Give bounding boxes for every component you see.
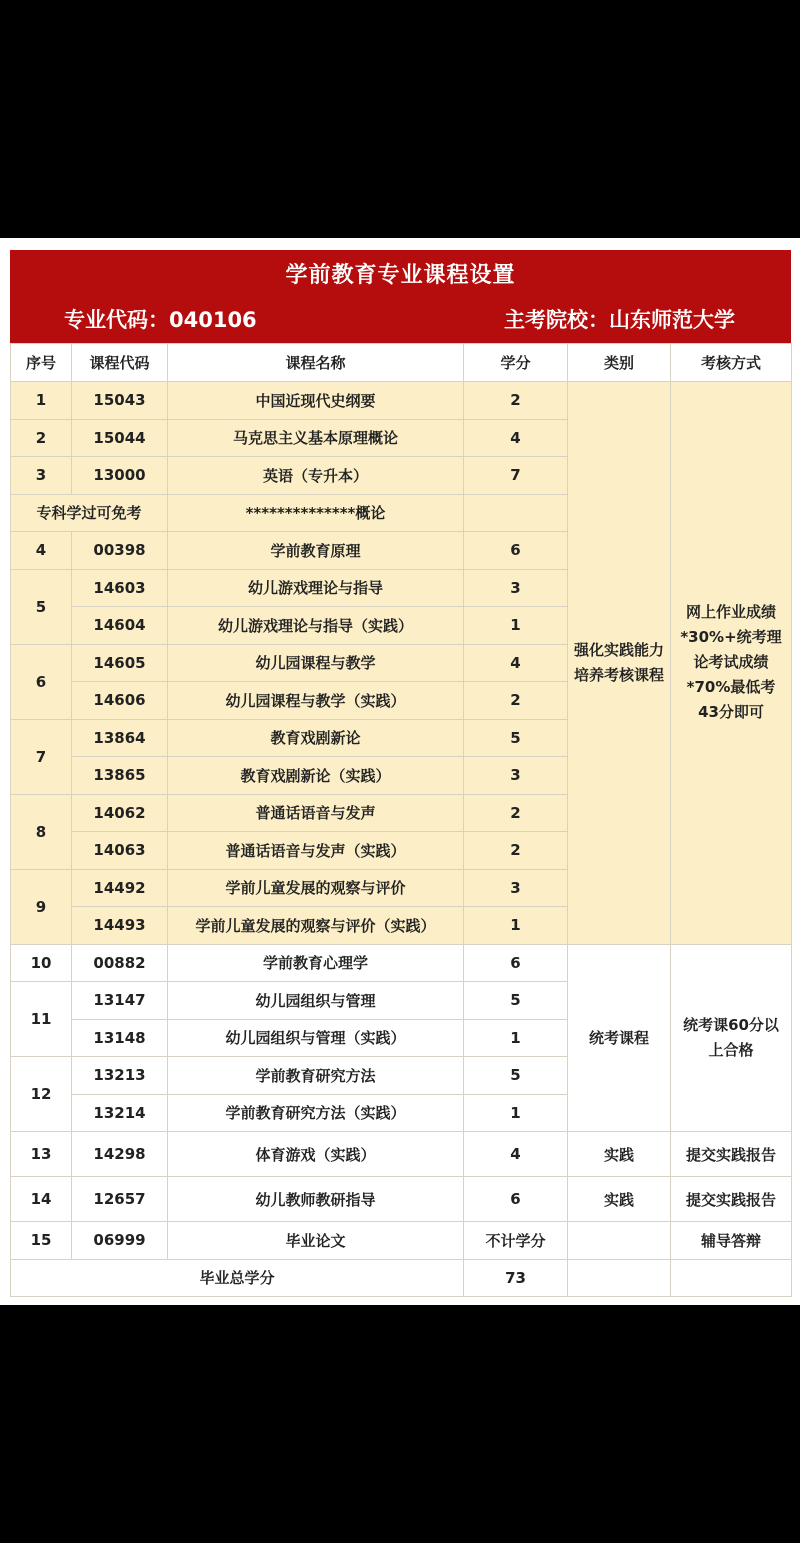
row-name: **************概论	[168, 494, 464, 532]
info-bar	[10, 297, 791, 343]
row-code: 14062	[72, 794, 168, 832]
row-category: 实践	[568, 1132, 671, 1177]
row-exam: 提交实践报告	[671, 1177, 792, 1222]
row-name: 英语（专升本）	[168, 457, 464, 495]
row-credit: 5	[464, 719, 568, 757]
row-name: 幼儿园组织与管理	[168, 982, 464, 1020]
exam-method-unified: 统考课60分以上合格	[671, 944, 792, 1132]
row-code: 13213	[72, 1057, 168, 1095]
row-category	[568, 1222, 671, 1260]
row-exam: 提交实践报告	[671, 1132, 792, 1177]
row-no: 7	[11, 719, 72, 794]
row-code: 15044	[72, 419, 168, 457]
row-no: 14	[11, 1177, 72, 1222]
total-empty-cell	[568, 1259, 671, 1297]
row-credit: 不计学分	[464, 1222, 568, 1260]
row-credit: 6	[464, 532, 568, 570]
row-code: 14605	[72, 644, 168, 682]
row-credit: 3	[464, 569, 568, 607]
row-credit: 7	[464, 457, 568, 495]
total-credit: 73	[464, 1259, 568, 1297]
row-code: 14493	[72, 907, 168, 945]
course-table	[10, 343, 792, 1297]
row-code: 13214	[72, 1094, 168, 1132]
row-credit: 5	[464, 982, 568, 1020]
row-code: 00398	[72, 532, 168, 570]
row-name: 学前儿童发展的观察与评价	[168, 869, 464, 907]
row-code: 13148	[72, 1019, 168, 1057]
row-name: 体育游戏（实践）	[168, 1132, 464, 1177]
row-code: 12657	[72, 1177, 168, 1222]
row-name: 幼儿教师教研指导	[168, 1177, 464, 1222]
row-name: 幼儿游戏理论与指导	[168, 569, 464, 607]
row-no: 13	[11, 1132, 72, 1177]
row-code: 13865	[72, 757, 168, 795]
table-row	[11, 1132, 792, 1177]
row-credit: 6	[464, 944, 568, 982]
row-no: 4	[11, 532, 72, 570]
row-credit: 2	[464, 794, 568, 832]
row-credit: 4	[464, 644, 568, 682]
row-name: 毕业论文	[168, 1222, 464, 1260]
row-no: 12	[11, 1057, 72, 1132]
row-name: 幼儿园课程与教学	[168, 644, 464, 682]
row-code: 14063	[72, 832, 168, 870]
header-name: 课程名称	[168, 344, 464, 382]
row-credit: 5	[464, 1057, 568, 1095]
row-code: 14492	[72, 869, 168, 907]
total-row	[11, 1259, 792, 1297]
row-credit: 2	[464, 382, 568, 420]
row-code: 00882	[72, 944, 168, 982]
row-code: 14606	[72, 682, 168, 720]
row-name: 学前教育原理	[168, 532, 464, 570]
table-header-row	[11, 344, 792, 382]
row-code: 06999	[72, 1222, 168, 1260]
header-category: 类别	[568, 344, 671, 382]
row-name: 幼儿园组织与管理（实践）	[168, 1019, 464, 1057]
header-no: 序号	[11, 344, 72, 382]
header-code: 课程代码	[72, 344, 168, 382]
table-row	[11, 944, 792, 982]
row-no: 8	[11, 794, 72, 869]
row-credit: 1	[464, 1019, 568, 1057]
row-name: 幼儿园课程与教学（实践）	[168, 682, 464, 720]
row-name: 普通话语音与发声（实践）	[168, 832, 464, 870]
row-name: 学前教育研究方法（实践）	[168, 1094, 464, 1132]
row-no: 15	[11, 1222, 72, 1260]
row-exam: 辅导答辩	[671, 1222, 792, 1260]
header-credit: 学分	[464, 344, 568, 382]
row-no: 2	[11, 419, 72, 457]
row-name: 教育戏剧新论	[168, 719, 464, 757]
row-no: 3	[11, 457, 72, 495]
page-title: 学前教育专业课程设置	[10, 250, 791, 297]
table-row	[11, 1222, 792, 1260]
row-credit: 2	[464, 682, 568, 720]
total-empty-cell	[671, 1259, 792, 1297]
exam-method-practice-group: 网上作业成绩*30%+统考理论考试成绩*70%最低考43分即可	[671, 382, 792, 945]
header-exam: 考核方式	[671, 344, 792, 382]
table-row	[11, 382, 792, 420]
row-credit: 1	[464, 607, 568, 645]
row-credit: 4	[464, 1132, 568, 1177]
row-code: 13864	[72, 719, 168, 757]
table-row	[11, 1177, 792, 1222]
row-credit: 2	[464, 832, 568, 870]
row-no: 1	[11, 382, 72, 420]
row-credit	[464, 494, 568, 532]
row-name: 教育戏剧新论（实践）	[168, 757, 464, 795]
row-no: 11	[11, 982, 72, 1057]
exempt-note: 专科学过可免考	[11, 494, 168, 532]
row-code: 14604	[72, 607, 168, 645]
major-code: 专业代码：040106	[64, 308, 257, 332]
exam-school: 主考院校：山东师范大学	[504, 308, 735, 332]
row-name: 中国近现代史纲要	[168, 382, 464, 420]
row-no: 9	[11, 869, 72, 944]
row-name: 普通话语音与发声	[168, 794, 464, 832]
row-name: 学前教育研究方法	[168, 1057, 464, 1095]
row-code: 14298	[72, 1132, 168, 1177]
row-credit: 6	[464, 1177, 568, 1222]
row-no: 5	[11, 569, 72, 644]
row-credit: 3	[464, 757, 568, 795]
row-no: 6	[11, 644, 72, 719]
row-code: 13000	[72, 457, 168, 495]
row-credit: 1	[464, 907, 568, 945]
row-name: 学前儿童发展的观察与评价（实践）	[168, 907, 464, 945]
row-name: 幼儿游戏理论与指导（实践）	[168, 607, 464, 645]
row-credit: 1	[464, 1094, 568, 1132]
row-name: 学前教育心理学	[168, 944, 464, 982]
row-no: 10	[11, 944, 72, 982]
row-code: 15043	[72, 382, 168, 420]
row-code: 14603	[72, 569, 168, 607]
row-credit: 4	[464, 419, 568, 457]
row-name: 马克思主义基本原理概论	[168, 419, 464, 457]
category-unified-exam: 统考课程	[568, 944, 671, 1132]
row-code: 13147	[72, 982, 168, 1020]
total-label: 毕业总学分	[11, 1259, 464, 1297]
category-practice-group: 强化实践能力培养考核课程	[568, 382, 671, 945]
row-credit: 3	[464, 869, 568, 907]
row-category: 实践	[568, 1177, 671, 1222]
